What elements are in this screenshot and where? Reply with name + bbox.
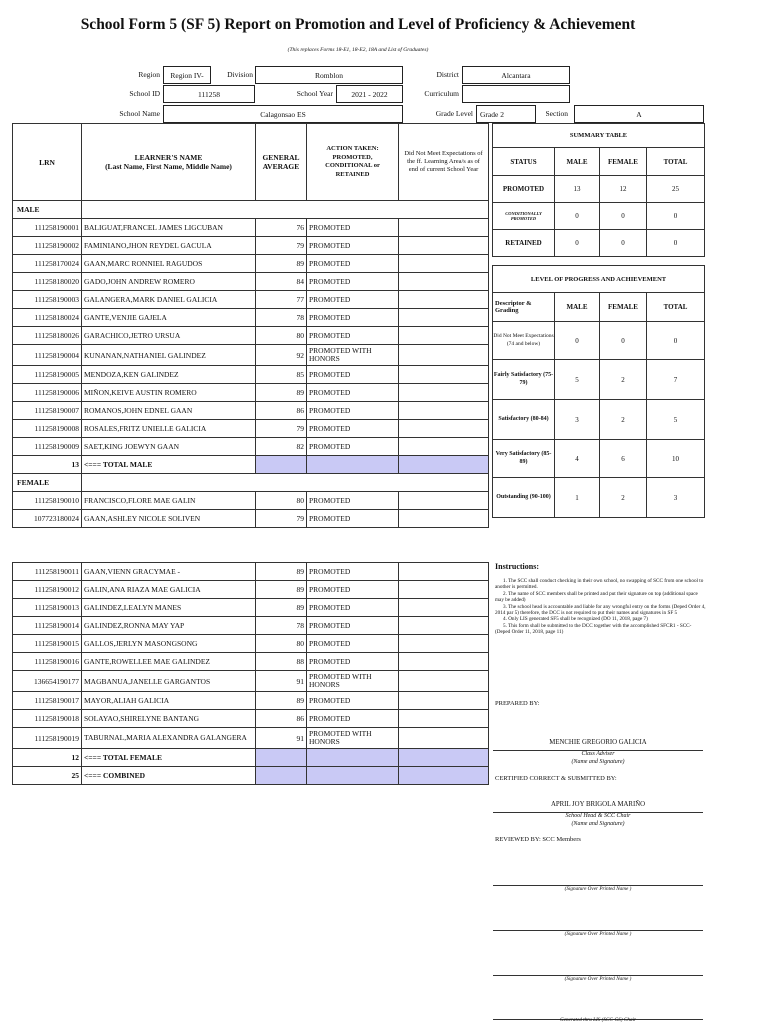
summary-title: SUMMARY TABLE [493, 124, 705, 148]
learner-name: GALINDEZ,RONNA MAY YAP [82, 617, 256, 635]
learner-did-not-meet [399, 291, 489, 309]
adviser-role: Class Adviser [581, 751, 615, 757]
adviser-name: MENCHIE GREGORIO GALICIA [549, 739, 647, 746]
female-section-label: FEMALE [13, 474, 82, 492]
total-male-row-dnme-cell [399, 456, 489, 474]
school-year-label: School Year [296, 89, 333, 98]
learner-lrn: 111258190015 [13, 635, 82, 653]
male-section-label: MALE [13, 201, 82, 219]
progress-male: 4 [555, 440, 600, 478]
learner-lrn: 111258190013 [13, 599, 82, 617]
learner-lrn: 111258190014 [13, 617, 82, 635]
district-value: Alcantara [462, 66, 570, 84]
learner-name: GARACHICO,JETRO URSUA [82, 327, 256, 345]
scc-member-caption: (Signature Over Printed Name ) [564, 931, 632, 937]
learner-did-not-meet [399, 384, 489, 402]
learner-name: GALINDEZ,LEALYN MANES [82, 599, 256, 617]
scc-member-caption: (Signature Over Printed Name ) [564, 976, 632, 982]
learner-did-not-meet [399, 581, 489, 599]
summary-male: 13 [555, 176, 600, 203]
learner-lrn: 111258190019 [13, 728, 82, 749]
learner-general-average: 91 [256, 671, 307, 692]
progress-header-descriptor: Descriptor & Grading [493, 293, 555, 322]
learner-did-not-meet [399, 563, 489, 581]
learner-did-not-meet [399, 492, 489, 510]
header-row-region [0, 66, 720, 84]
learner-action-taken: PROMOTED [307, 219, 399, 237]
learner-lrn: 111258190017 [13, 692, 82, 710]
summary-header-female: FEMALE [600, 148, 647, 176]
total-male-row-action-cell [307, 456, 399, 474]
progress-total: 10 [647, 440, 705, 478]
learner-general-average: 89 [256, 255, 307, 273]
learner-general-average: 88 [256, 653, 307, 671]
learner-general-average: 89 [256, 692, 307, 710]
learner-action-taken: PROMOTED [307, 438, 399, 456]
learner-did-not-meet [399, 273, 489, 291]
learner-name: ROMANOS,JOHN EDNEL GAAN [82, 402, 256, 420]
grade-level-value: Grade 2 [476, 105, 536, 123]
progress-female: 0 [600, 322, 647, 360]
learner-row [13, 237, 489, 255]
header-row-school-id [0, 85, 720, 103]
col-action-taken: ACTION TAKEN: PROMOTED, CONDITIONAL or RETAINED [307, 124, 399, 201]
curriculum-label: Curriculum [424, 89, 459, 98]
learner-general-average: 92 [256, 345, 307, 366]
col-lrn: LRN [13, 124, 82, 201]
learner-row [13, 402, 489, 420]
learner-lrn: 111258190005 [13, 366, 82, 384]
combined-total-row-count: 25 [13, 767, 82, 785]
learner-lrn: 111258190002 [13, 237, 82, 255]
learner-action-taken: PROMOTED [307, 510, 399, 528]
learner-name: GANTE,ROWELLEE MAE GALINDEZ [82, 653, 256, 671]
learner-did-not-meet [399, 635, 489, 653]
summary-female: 12 [600, 176, 647, 203]
total-female-row-dnme-cell [399, 749, 489, 767]
learner-general-average: 86 [256, 710, 307, 728]
learner-general-average: 91 [256, 728, 307, 749]
learner-action-taken: PROMOTED [307, 581, 399, 599]
col-did-not-meet: Did Not Meet Expectations of the ff. Learning Area/s as of end of current School Year [399, 124, 489, 201]
learner-lrn: 111258190004 [13, 345, 82, 366]
progress-descriptor: Did Not Meet Expectations (74 and below) [493, 322, 555, 360]
learner-lrn: 111258190016 [13, 653, 82, 671]
learner-name: GAAN,VIENN GRACYMAE - [82, 563, 256, 581]
combined-total-row-dnme-cell [399, 767, 489, 785]
learner-general-average: 78 [256, 617, 307, 635]
female-section-blank [82, 474, 489, 492]
school-head-caption: (Name and Signature) [571, 821, 625, 827]
summary-female: 0 [600, 203, 647, 230]
learner-did-not-meet [399, 219, 489, 237]
learner-general-average: 76 [256, 219, 307, 237]
learner-lrn: 111258190001 [13, 219, 82, 237]
instructions-list [495, 578, 707, 636]
summary-header-male: MALE [555, 148, 600, 176]
learner-action-taken: PROMOTED [307, 273, 399, 291]
progress-descriptor: Satisfactory (80-84) [493, 400, 555, 440]
learner-lrn: 107723180024 [13, 510, 82, 528]
learner-row [13, 273, 489, 291]
school-head-role: School Head & SCC Chair [565, 813, 631, 819]
curriculum-value [462, 85, 570, 103]
learner-did-not-meet [399, 617, 489, 635]
learner-name: SOLAYAO,SHIRELYNE BANTANG [82, 710, 256, 728]
form-title: School Form 5 (SF 5) Report on Promotion and Level of Proficiency & Achievement [80, 16, 636, 33]
scc-member-caption: (Signature Over Printed Name ) [564, 886, 632, 892]
learner-did-not-meet [399, 366, 489, 384]
learner-row [13, 420, 489, 438]
progress-female: 2 [600, 400, 647, 440]
learner-row [13, 291, 489, 309]
progress-title: LEVEL OF PROGRESS AND ACHIEVEMENT [493, 266, 705, 293]
summary-total: 25 [647, 176, 705, 203]
progress-total: 7 [647, 360, 705, 400]
learner-general-average: 78 [256, 309, 307, 327]
school-head-name: APRIL JOY BRIGOLA MARIÑO [550, 801, 646, 808]
learner-did-not-meet [399, 510, 489, 528]
learner-name: MAYOR,ALIAH GALICIA [82, 692, 256, 710]
female-section [13, 474, 489, 492]
summary-status: PROMOTED [493, 176, 555, 203]
learner-row [13, 692, 489, 710]
progress-descriptor: Fairly Satisfactory (75-79) [493, 360, 555, 400]
learner-action-taken: PROMOTED [307, 635, 399, 653]
learner-row [13, 345, 489, 366]
learner-did-not-meet [399, 671, 489, 692]
male-section-blank [82, 201, 489, 219]
learner-action-taken: PROMOTED [307, 599, 399, 617]
summary-female: 0 [600, 230, 647, 257]
learner-row [13, 309, 489, 327]
progress-descriptor: Outstanding (90-100) [493, 478, 555, 518]
summary-male: 0 [555, 230, 600, 257]
total-male-row-count: 13 [13, 456, 82, 474]
summary-header-total: TOTAL [647, 148, 705, 176]
learner-did-not-meet [399, 420, 489, 438]
learner-action-taken: PROMOTED WITH HONORS [307, 345, 399, 366]
learner-name: GANTE,VENJIE GAJELA [82, 309, 256, 327]
progress-female: 6 [600, 440, 647, 478]
combined-total-row-label: <=== COMBINED [82, 767, 256, 785]
instruction-item: 2. The name of SCC members shall be printed and put their signature on top (additional space may be added) [495, 590, 698, 604]
total-male-row [13, 456, 489, 474]
learner-row [13, 510, 489, 528]
grade-level-label: Grade Level [435, 109, 473, 118]
school-year-value: 2021 - 2022 [336, 85, 403, 103]
learner-name: GALIN,ANA RIAZA MAE GALICIA [82, 581, 256, 599]
division-label: Division [227, 70, 253, 79]
learner-name: GALANGERA,MARK DANIEL GALICIA [82, 291, 256, 309]
learner-row [13, 327, 489, 345]
learner-general-average: 86 [256, 402, 307, 420]
section-value: A [574, 105, 704, 123]
learner-did-not-meet [399, 728, 489, 749]
learner-row [13, 635, 489, 653]
learner-name: MIÑON,KEIVE AUSTIN ROMERO [82, 384, 256, 402]
progress-female: 2 [600, 478, 647, 518]
learner-lrn: 111258190007 [13, 402, 82, 420]
summary-header-status: STATUS [493, 148, 555, 176]
learner-lrn: 111258180020 [13, 273, 82, 291]
progress-header-total: TOTAL [647, 293, 705, 322]
region-value: Region IV- [163, 66, 211, 84]
learner-row [13, 710, 489, 728]
progress-male: 1 [555, 478, 600, 518]
footer-generated-caption: Generated thru LIS (SCC-GS) Chair [559, 1017, 637, 1023]
header-row-school-name [0, 105, 720, 123]
learner-name: GADO,JOHN ANDREW ROMERO [82, 273, 256, 291]
learner-table-page2 [12, 562, 489, 785]
progress-total: 5 [647, 400, 705, 440]
progress-male: 0 [555, 322, 600, 360]
learner-row [13, 492, 489, 510]
col-name-title: LEARNER'S NAME [134, 153, 203, 162]
summary-male: 0 [555, 203, 600, 230]
learner-action-taken: PROMOTED [307, 402, 399, 420]
learner-row [13, 653, 489, 671]
learner-lrn: 111258180024 [13, 309, 82, 327]
progress-male: 5 [555, 360, 600, 400]
learner-row [13, 384, 489, 402]
progress-header-male: MALE [555, 293, 600, 322]
learner-name: MENDOZA,KEN GALINDEZ [82, 366, 256, 384]
learner-general-average: 79 [256, 510, 307, 528]
learner-general-average: 89 [256, 563, 307, 581]
summary-total: 0 [647, 203, 705, 230]
learner-name: GAAN,MARC RONNIEL RAGUDOS [82, 255, 256, 273]
instruction-item: 1. The SCC shall conduct checking in their own school, no swapping of SCC from one school to another is permitted. [495, 578, 704, 591]
learner-did-not-meet [399, 327, 489, 345]
instructions-title: Instructions: [495, 562, 540, 571]
learner-name: KUNANAN,NATHANIEL GALINDEZ [82, 345, 256, 366]
district-label: District [436, 70, 459, 79]
learner-did-not-meet [399, 237, 489, 255]
learner-general-average: 84 [256, 273, 307, 291]
region-label: Region [138, 70, 160, 79]
learner-row [13, 219, 489, 237]
col-name [82, 124, 256, 201]
progress-total: 3 [647, 478, 705, 518]
learner-general-average: 89 [256, 581, 307, 599]
progress-header-female: FEMALE [600, 293, 647, 322]
section-label: Section [545, 109, 568, 118]
school-id-value: 111258 [163, 85, 255, 103]
learner-row [13, 581, 489, 599]
reviewed-by-label: REVIEWED BY: SCC Members [495, 836, 581, 843]
learner-did-not-meet [399, 653, 489, 671]
learner-action-taken: PROMOTED [307, 653, 399, 671]
learner-lrn: 111258170024 [13, 255, 82, 273]
prepared-by-label: PREPARED BY: [495, 700, 540, 707]
progress-total: 0 [647, 322, 705, 360]
total-female-row-avg-cell [256, 749, 307, 767]
learner-lrn: 111258180026 [13, 327, 82, 345]
learner-name: ROSALES,FRITZ UNIELLE GALICIA [82, 420, 256, 438]
learner-action-taken: PROMOTED [307, 384, 399, 402]
col-general-average: GENERAL AVERAGE [256, 124, 307, 201]
learner-name: MAGBANUA,JANELLE GARGANTOS [82, 671, 256, 692]
learner-row [13, 599, 489, 617]
learner-row [13, 438, 489, 456]
learner-did-not-meet [399, 255, 489, 273]
learner-lrn: 111258190012 [13, 581, 82, 599]
learner-action-taken: PROMOTED [307, 366, 399, 384]
progress-female: 2 [600, 360, 647, 400]
school-name-value: Calagonsao ES [163, 105, 403, 123]
total-female-row [13, 749, 489, 767]
learner-lrn: 111258190006 [13, 384, 82, 402]
learner-general-average: 80 [256, 327, 307, 345]
learner-did-not-meet [399, 710, 489, 728]
combined-total-row [13, 767, 489, 785]
instruction-item: 4. Only LIS generated SF5 shall be recognized (DO 11, 2018, page 7) [503, 616, 648, 623]
adviser-caption: (Name and Signature) [571, 759, 625, 765]
instruction-item: 5. This form shall be submitted to the DCC together with the accomplished SFCR1 - SCC- (Deped Order 11, 2018, page 11) [495, 622, 692, 636]
learner-action-taken: PROMOTED [307, 291, 399, 309]
learner-did-not-meet [399, 438, 489, 456]
learner-did-not-meet [399, 599, 489, 617]
col-name-sub: (Last Name, First Name, Middle Name) [105, 162, 232, 171]
learner-name: FRANCISCO,FLORE MAE GALIN [82, 492, 256, 510]
learner-general-average: 77 [256, 291, 307, 309]
male-section [13, 201, 489, 219]
summary-status: RETAINED [493, 230, 555, 257]
learner-action-taken: PROMOTED [307, 563, 399, 581]
learner-action-taken: PROMOTED WITH HONORS [307, 728, 399, 749]
learner-lrn: 111258190009 [13, 438, 82, 456]
total-female-row-action-cell [307, 749, 399, 767]
learner-general-average: 85 [256, 366, 307, 384]
instruction-item: 3. The school head is accountable and liable for any wrongful entry on the forms (Deped Order 4, 2014 par 5) therefore, the DCC is not required to put their names and signatures in SF 5 [495, 603, 706, 617]
learner-did-not-meet [399, 309, 489, 327]
total-male-row-avg-cell [256, 456, 307, 474]
learner-general-average: 79 [256, 420, 307, 438]
learner-lrn: 111258190011 [13, 563, 82, 581]
certified-by-label: CERTIFIED CORRECT & SUBMITTED BY: [495, 775, 617, 782]
combined-total-row-avg-cell [256, 767, 307, 785]
total-female-row-label: <=== TOTAL FEMALE [82, 749, 256, 767]
learner-general-average: 89 [256, 384, 307, 402]
learner-row [13, 366, 489, 384]
learner-general-average: 80 [256, 492, 307, 510]
learner-name: GAAN,ASHLEY NICOLE SOLIVEN [82, 510, 256, 528]
school-id-label: School ID [129, 89, 160, 98]
summary-total: 0 [647, 230, 705, 257]
learner-row [13, 671, 489, 692]
learner-name: FAMINIANO,JHON REYDEL GACULA [82, 237, 256, 255]
form-subtitle: (This replaces Forms 18-E1, 18-E2, 18A and List of Graduates) [287, 47, 429, 53]
total-female-row-count: 12 [13, 749, 82, 767]
learner-action-taken: PROMOTED [307, 255, 399, 273]
learner-name: BALIGUAT,FRANCEL JAMES LIGCUBAN [82, 219, 256, 237]
learner-table-page1 [12, 123, 489, 528]
division-value: Romblon [255, 66, 403, 84]
learner-action-taken: PROMOTED [307, 692, 399, 710]
learner-general-average: 79 [256, 237, 307, 255]
progress-descriptor: Very Satisfactory (85-89) [493, 440, 555, 478]
learner-general-average: 89 [256, 599, 307, 617]
total-male-row-label: <=== TOTAL MALE [82, 456, 256, 474]
learner-action-taken: PROMOTED [307, 617, 399, 635]
learner-name: SAET,KING JOEWYN GAAN [82, 438, 256, 456]
learner-row [13, 563, 489, 581]
learner-name: TABURNAL,MARIA ALEXANDRA GALANGERA [82, 728, 256, 749]
combined-total-row-action-cell [307, 767, 399, 785]
learner-general-average: 82 [256, 438, 307, 456]
progress-table [492, 265, 705, 518]
learner-did-not-meet [399, 402, 489, 420]
learner-did-not-meet [399, 345, 489, 366]
summary-status: CONDITIONALLY PROMOTED [493, 203, 555, 230]
learner-lrn: 111258190018 [13, 710, 82, 728]
learner-action-taken: PROMOTED [307, 492, 399, 510]
learner-action-taken: PROMOTED WITH HONORS [307, 671, 399, 692]
learner-action-taken: PROMOTED [307, 237, 399, 255]
learner-action-taken: PROMOTED [307, 309, 399, 327]
learner-lrn: 136654190177 [13, 671, 82, 692]
learner-lrn: 111258190010 [13, 492, 82, 510]
learner-general-average: 80 [256, 635, 307, 653]
learner-lrn: 111258190008 [13, 420, 82, 438]
summary-table [492, 123, 705, 257]
learner-row [13, 728, 489, 749]
learner-did-not-meet [399, 692, 489, 710]
learner-action-taken: PROMOTED [307, 327, 399, 345]
progress-male: 3 [555, 400, 600, 440]
learner-action-taken: PROMOTED [307, 420, 399, 438]
learner-name: GALLOS,JERLYN MASONGSONG [82, 635, 256, 653]
learner-row [13, 255, 489, 273]
school-name-label: School Name [119, 109, 160, 118]
learner-row [13, 617, 489, 635]
learner-lrn: 111258190003 [13, 291, 82, 309]
learner-action-taken: PROMOTED [307, 710, 399, 728]
